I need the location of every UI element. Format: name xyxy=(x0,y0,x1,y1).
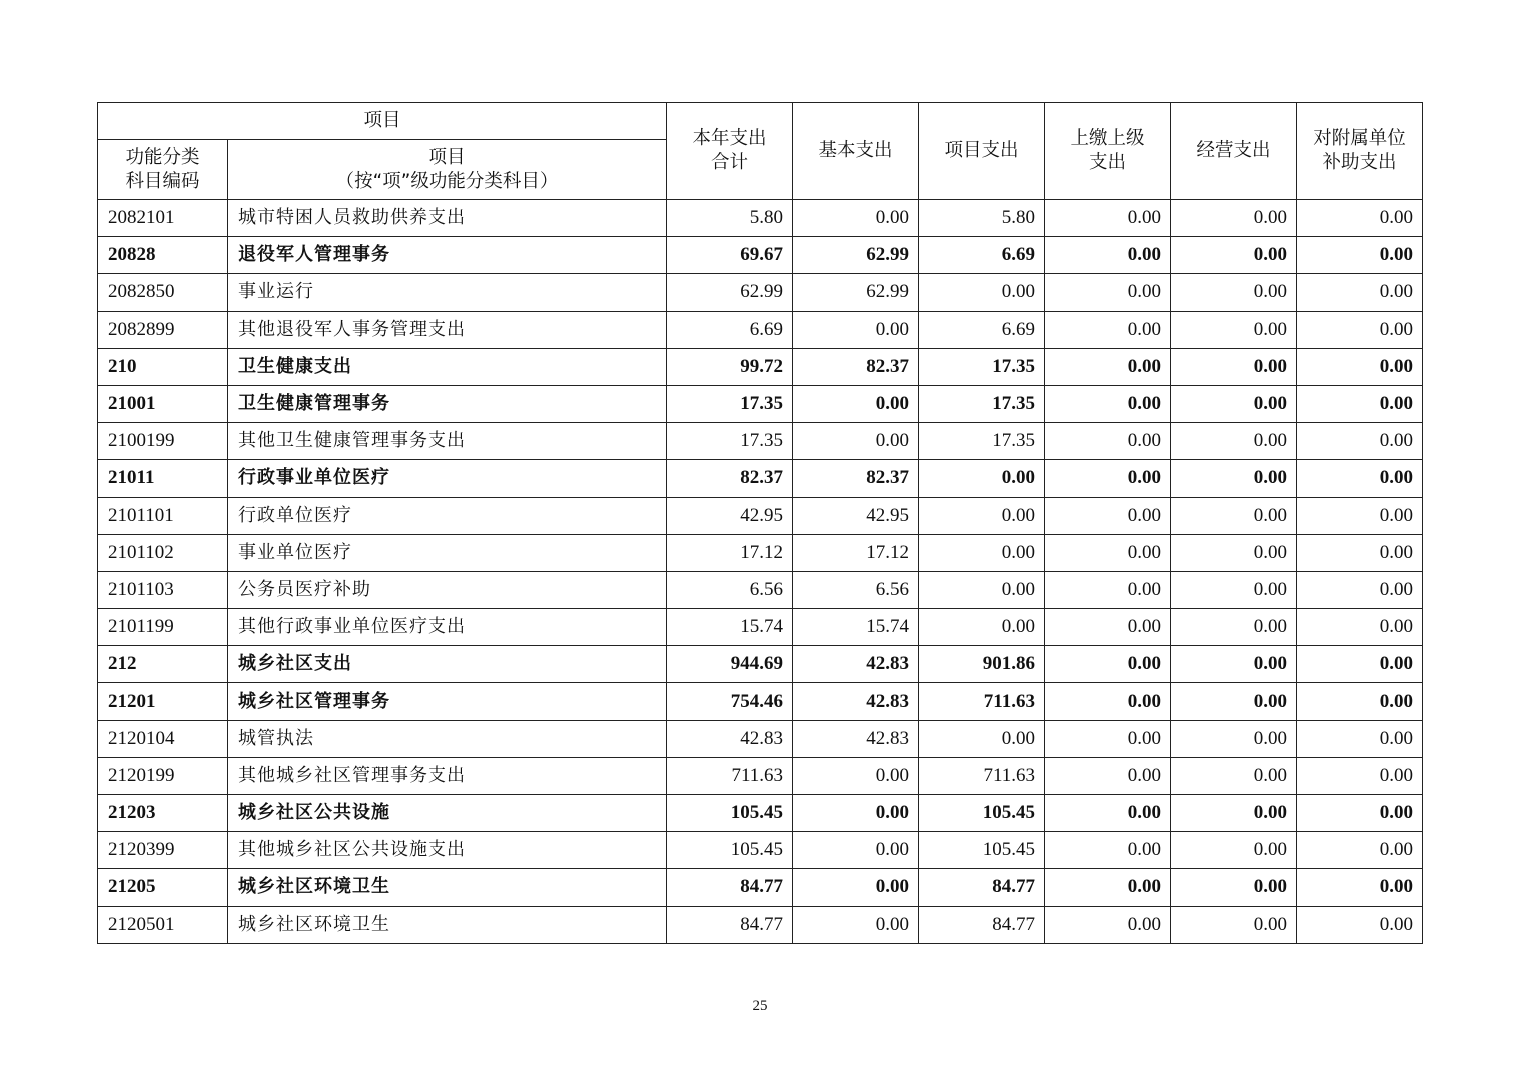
cell-operating: 0.00 xyxy=(1171,646,1297,683)
table-row xyxy=(98,497,1423,534)
cell-name: 其他城乡社区管理事务支出 xyxy=(228,757,667,794)
cell-upper: 0.00 xyxy=(1045,348,1171,385)
cell-basic: 0.00 xyxy=(793,869,919,906)
table-row xyxy=(98,385,1423,422)
cell-total: 69.67 xyxy=(667,237,793,274)
cell-project: 0.00 xyxy=(919,571,1045,608)
cell-total: 105.45 xyxy=(667,795,793,832)
cell-operating: 0.00 xyxy=(1171,906,1297,943)
cell-subsidy: 0.00 xyxy=(1297,609,1423,646)
cell-code: 2101199 xyxy=(98,609,228,646)
cell-subsidy: 0.00 xyxy=(1297,683,1423,720)
table-row xyxy=(98,869,1423,906)
header-code-line2: 科目编码 xyxy=(125,170,200,192)
cell-basic: 0.00 xyxy=(793,757,919,794)
cell-upper: 0.00 xyxy=(1045,571,1171,608)
cell-upper: 0.00 xyxy=(1045,274,1171,311)
cell-basic: 62.99 xyxy=(793,274,919,311)
cell-subsidy: 0.00 xyxy=(1297,720,1423,757)
cell-project: 84.77 xyxy=(919,906,1045,943)
cell-name: 其他退役军人事务管理支出 xyxy=(228,311,667,348)
header-total xyxy=(667,103,793,200)
cell-upper: 0.00 xyxy=(1045,534,1171,571)
cell-code: 2101103 xyxy=(98,571,228,608)
cell-name: 城乡社区支出 xyxy=(228,646,667,683)
header-total-line2: 合计 xyxy=(710,152,748,173)
cell-project: 105.45 xyxy=(919,795,1045,832)
header-total-line1: 本年支出 xyxy=(692,128,767,149)
cell-code: 2120399 xyxy=(98,832,228,869)
cell-upper: 0.00 xyxy=(1045,200,1171,237)
cell-name: 城乡社区公共设施 xyxy=(228,795,667,832)
cell-name: 城乡社区环境卫生 xyxy=(228,906,667,943)
cell-project: 0.00 xyxy=(919,720,1045,757)
cell-basic: 17.12 xyxy=(793,534,919,571)
cell-upper: 0.00 xyxy=(1045,609,1171,646)
cell-operating: 0.00 xyxy=(1171,497,1297,534)
cell-project: 0.00 xyxy=(919,534,1045,571)
cell-code: 2082850 xyxy=(98,274,228,311)
cell-code: 212 xyxy=(98,646,228,683)
cell-basic: 15.74 xyxy=(793,609,919,646)
table-body xyxy=(98,200,1423,944)
cell-basic: 6.56 xyxy=(793,571,919,608)
cell-operating: 0.00 xyxy=(1171,683,1297,720)
cell-subsidy: 0.00 xyxy=(1297,423,1423,460)
cell-name: 其他城乡社区公共设施支出 xyxy=(228,832,667,869)
cell-project: 17.35 xyxy=(919,385,1045,422)
cell-upper: 0.00 xyxy=(1045,460,1171,497)
table-row xyxy=(98,200,1423,237)
cell-name: 卫生健康支出 xyxy=(228,348,667,385)
cell-operating: 0.00 xyxy=(1171,571,1297,608)
header-subsidy-line2: 补助支出 xyxy=(1322,152,1397,173)
cell-upper: 0.00 xyxy=(1045,757,1171,794)
cell-total: 15.74 xyxy=(667,609,793,646)
cell-subsidy: 0.00 xyxy=(1297,795,1423,832)
cell-project: 901.86 xyxy=(919,646,1045,683)
header-name xyxy=(228,140,667,200)
table-row xyxy=(98,237,1423,274)
cell-basic: 0.00 xyxy=(793,832,919,869)
header-code xyxy=(98,140,228,200)
cell-subsidy: 0.00 xyxy=(1297,869,1423,906)
cell-code: 2120199 xyxy=(98,757,228,794)
cell-basic: 0.00 xyxy=(793,200,919,237)
cell-subsidy: 0.00 xyxy=(1297,311,1423,348)
table-row xyxy=(98,348,1423,385)
cell-total: 42.95 xyxy=(667,497,793,534)
cell-project: 84.77 xyxy=(919,869,1045,906)
cell-project: 0.00 xyxy=(919,460,1045,497)
cell-name: 行政单位医疗 xyxy=(228,497,667,534)
cell-code: 21205 xyxy=(98,869,228,906)
cell-code: 210 xyxy=(98,348,228,385)
cell-total: 711.63 xyxy=(667,757,793,794)
header-name-line2: （按“项”级功能分类科目） xyxy=(335,170,559,192)
cell-upper: 0.00 xyxy=(1045,906,1171,943)
header-operating: 经营支出 xyxy=(1171,103,1297,200)
cell-project: 711.63 xyxy=(919,683,1045,720)
cell-basic: 0.00 xyxy=(793,311,919,348)
cell-name: 其他行政事业单位医疗支出 xyxy=(228,609,667,646)
cell-code: 20828 xyxy=(98,237,228,274)
table-row xyxy=(98,795,1423,832)
cell-project: 0.00 xyxy=(919,497,1045,534)
table-row xyxy=(98,571,1423,608)
cell-code: 2101101 xyxy=(98,497,228,534)
cell-subsidy: 0.00 xyxy=(1297,646,1423,683)
cell-project: 5.80 xyxy=(919,200,1045,237)
table-row xyxy=(98,609,1423,646)
cell-project: 17.35 xyxy=(919,348,1045,385)
cell-basic: 82.37 xyxy=(793,348,919,385)
cell-operating: 0.00 xyxy=(1171,869,1297,906)
cell-name: 行政事业单位医疗 xyxy=(228,460,667,497)
cell-total: 17.35 xyxy=(667,423,793,460)
cell-basic: 62.99 xyxy=(793,237,919,274)
cell-operating: 0.00 xyxy=(1171,237,1297,274)
table-header xyxy=(98,103,1423,200)
cell-basic: 42.83 xyxy=(793,720,919,757)
cell-basic: 0.00 xyxy=(793,423,919,460)
cell-total: 82.37 xyxy=(667,460,793,497)
cell-name: 城管执法 xyxy=(228,720,667,757)
cell-basic: 0.00 xyxy=(793,385,919,422)
cell-project: 0.00 xyxy=(919,274,1045,311)
cell-total: 42.83 xyxy=(667,720,793,757)
cell-operating: 0.00 xyxy=(1171,460,1297,497)
cell-total: 105.45 xyxy=(667,832,793,869)
cell-subsidy: 0.00 xyxy=(1297,385,1423,422)
header-upper xyxy=(1045,103,1171,200)
cell-operating: 0.00 xyxy=(1171,757,1297,794)
cell-operating: 0.00 xyxy=(1171,311,1297,348)
cell-subsidy: 0.00 xyxy=(1297,237,1423,274)
cell-operating: 0.00 xyxy=(1171,385,1297,422)
cell-subsidy: 0.00 xyxy=(1297,460,1423,497)
cell-basic: 42.83 xyxy=(793,683,919,720)
cell-name: 其他卫生健康管理事务支出 xyxy=(228,423,667,460)
cell-total: 6.56 xyxy=(667,571,793,608)
cell-operating: 0.00 xyxy=(1171,534,1297,571)
header-subsidy-line1: 对附属单位 xyxy=(1313,128,1406,149)
cell-upper: 0.00 xyxy=(1045,423,1171,460)
cell-name: 城市特困人员救助供养支出 xyxy=(228,200,667,237)
table-row xyxy=(98,423,1423,460)
cell-code: 21011 xyxy=(98,460,228,497)
page-number: 25 xyxy=(752,998,768,1014)
cell-project: 17.35 xyxy=(919,423,1045,460)
cell-total: 17.35 xyxy=(667,385,793,422)
table-row xyxy=(98,720,1423,757)
header-project: 项目支出 xyxy=(919,103,1045,200)
cell-operating: 0.00 xyxy=(1171,832,1297,869)
cell-total: 6.69 xyxy=(667,311,793,348)
cell-upper: 0.00 xyxy=(1045,720,1171,757)
cell-name: 卫生健康管理事务 xyxy=(228,385,667,422)
cell-subsidy: 0.00 xyxy=(1297,200,1423,237)
cell-total: 944.69 xyxy=(667,646,793,683)
cell-basic: 82.37 xyxy=(793,460,919,497)
cell-code: 2120501 xyxy=(98,906,228,943)
cell-operating: 0.00 xyxy=(1171,609,1297,646)
cell-subsidy: 0.00 xyxy=(1297,274,1423,311)
header-code-line1: 功能分类 xyxy=(125,146,200,168)
header-upper-line1: 上缴上级 xyxy=(1070,128,1145,149)
cell-name: 公务员医疗补助 xyxy=(228,571,667,608)
cell-subsidy: 0.00 xyxy=(1297,348,1423,385)
cell-subsidy: 0.00 xyxy=(1297,571,1423,608)
cell-operating: 0.00 xyxy=(1171,720,1297,757)
table-row xyxy=(98,757,1423,794)
cell-operating: 0.00 xyxy=(1171,200,1297,237)
table-row xyxy=(98,311,1423,348)
cell-project: 711.63 xyxy=(919,757,1045,794)
cell-project: 6.69 xyxy=(919,311,1045,348)
cell-total: 17.12 xyxy=(667,534,793,571)
header-name-line1: 项目 xyxy=(428,146,466,168)
cell-name: 退役军人管理事务 xyxy=(228,237,667,274)
expenditure-table xyxy=(97,102,1423,944)
cell-upper: 0.00 xyxy=(1045,832,1171,869)
header-subsidy xyxy=(1297,103,1423,200)
cell-code: 21001 xyxy=(98,385,228,422)
header-project-group: 项目 xyxy=(98,103,667,140)
cell-subsidy: 0.00 xyxy=(1297,832,1423,869)
cell-code: 21201 xyxy=(98,683,228,720)
cell-total: 5.80 xyxy=(667,200,793,237)
table-row xyxy=(98,460,1423,497)
cell-upper: 0.00 xyxy=(1045,385,1171,422)
header-upper-line2: 支出 xyxy=(1088,152,1126,173)
cell-basic: 0.00 xyxy=(793,906,919,943)
cell-total: 754.46 xyxy=(667,683,793,720)
cell-name: 城乡社区管理事务 xyxy=(228,683,667,720)
table-row xyxy=(98,646,1423,683)
table-row xyxy=(98,274,1423,311)
cell-upper: 0.00 xyxy=(1045,795,1171,832)
cell-total: 62.99 xyxy=(667,274,793,311)
cell-project: 0.00 xyxy=(919,609,1045,646)
cell-name: 事业运行 xyxy=(228,274,667,311)
cell-name: 城乡社区环境卫生 xyxy=(228,869,667,906)
cell-basic: 0.00 xyxy=(793,795,919,832)
cell-code: 2082101 xyxy=(98,200,228,237)
cell-total: 84.77 xyxy=(667,906,793,943)
cell-code: 2100199 xyxy=(98,423,228,460)
cell-subsidy: 0.00 xyxy=(1297,906,1423,943)
table-row xyxy=(98,683,1423,720)
cell-upper: 0.00 xyxy=(1045,646,1171,683)
cell-code: 2082899 xyxy=(98,311,228,348)
cell-subsidy: 0.00 xyxy=(1297,757,1423,794)
cell-total: 84.77 xyxy=(667,869,793,906)
table-row xyxy=(98,906,1423,943)
cell-project: 105.45 xyxy=(919,832,1045,869)
cell-operating: 0.00 xyxy=(1171,423,1297,460)
cell-project: 6.69 xyxy=(919,237,1045,274)
cell-upper: 0.00 xyxy=(1045,311,1171,348)
cell-upper: 0.00 xyxy=(1045,237,1171,274)
table-row xyxy=(98,832,1423,869)
cell-name: 事业单位医疗 xyxy=(228,534,667,571)
cell-subsidy: 0.00 xyxy=(1297,534,1423,571)
cell-code: 21203 xyxy=(98,795,228,832)
cell-operating: 0.00 xyxy=(1171,348,1297,385)
table-row xyxy=(98,534,1423,571)
header-basic: 基本支出 xyxy=(793,103,919,200)
cell-basic: 42.95 xyxy=(793,497,919,534)
cell-basic: 42.83 xyxy=(793,646,919,683)
cell-upper: 0.00 xyxy=(1045,683,1171,720)
cell-total: 99.72 xyxy=(667,348,793,385)
cell-operating: 0.00 xyxy=(1171,274,1297,311)
cell-operating: 0.00 xyxy=(1171,795,1297,832)
cell-code: 2120104 xyxy=(98,720,228,757)
cell-code: 2101102 xyxy=(98,534,228,571)
cell-upper: 0.00 xyxy=(1045,869,1171,906)
cell-upper: 0.00 xyxy=(1045,497,1171,534)
cell-subsidy: 0.00 xyxy=(1297,497,1423,534)
